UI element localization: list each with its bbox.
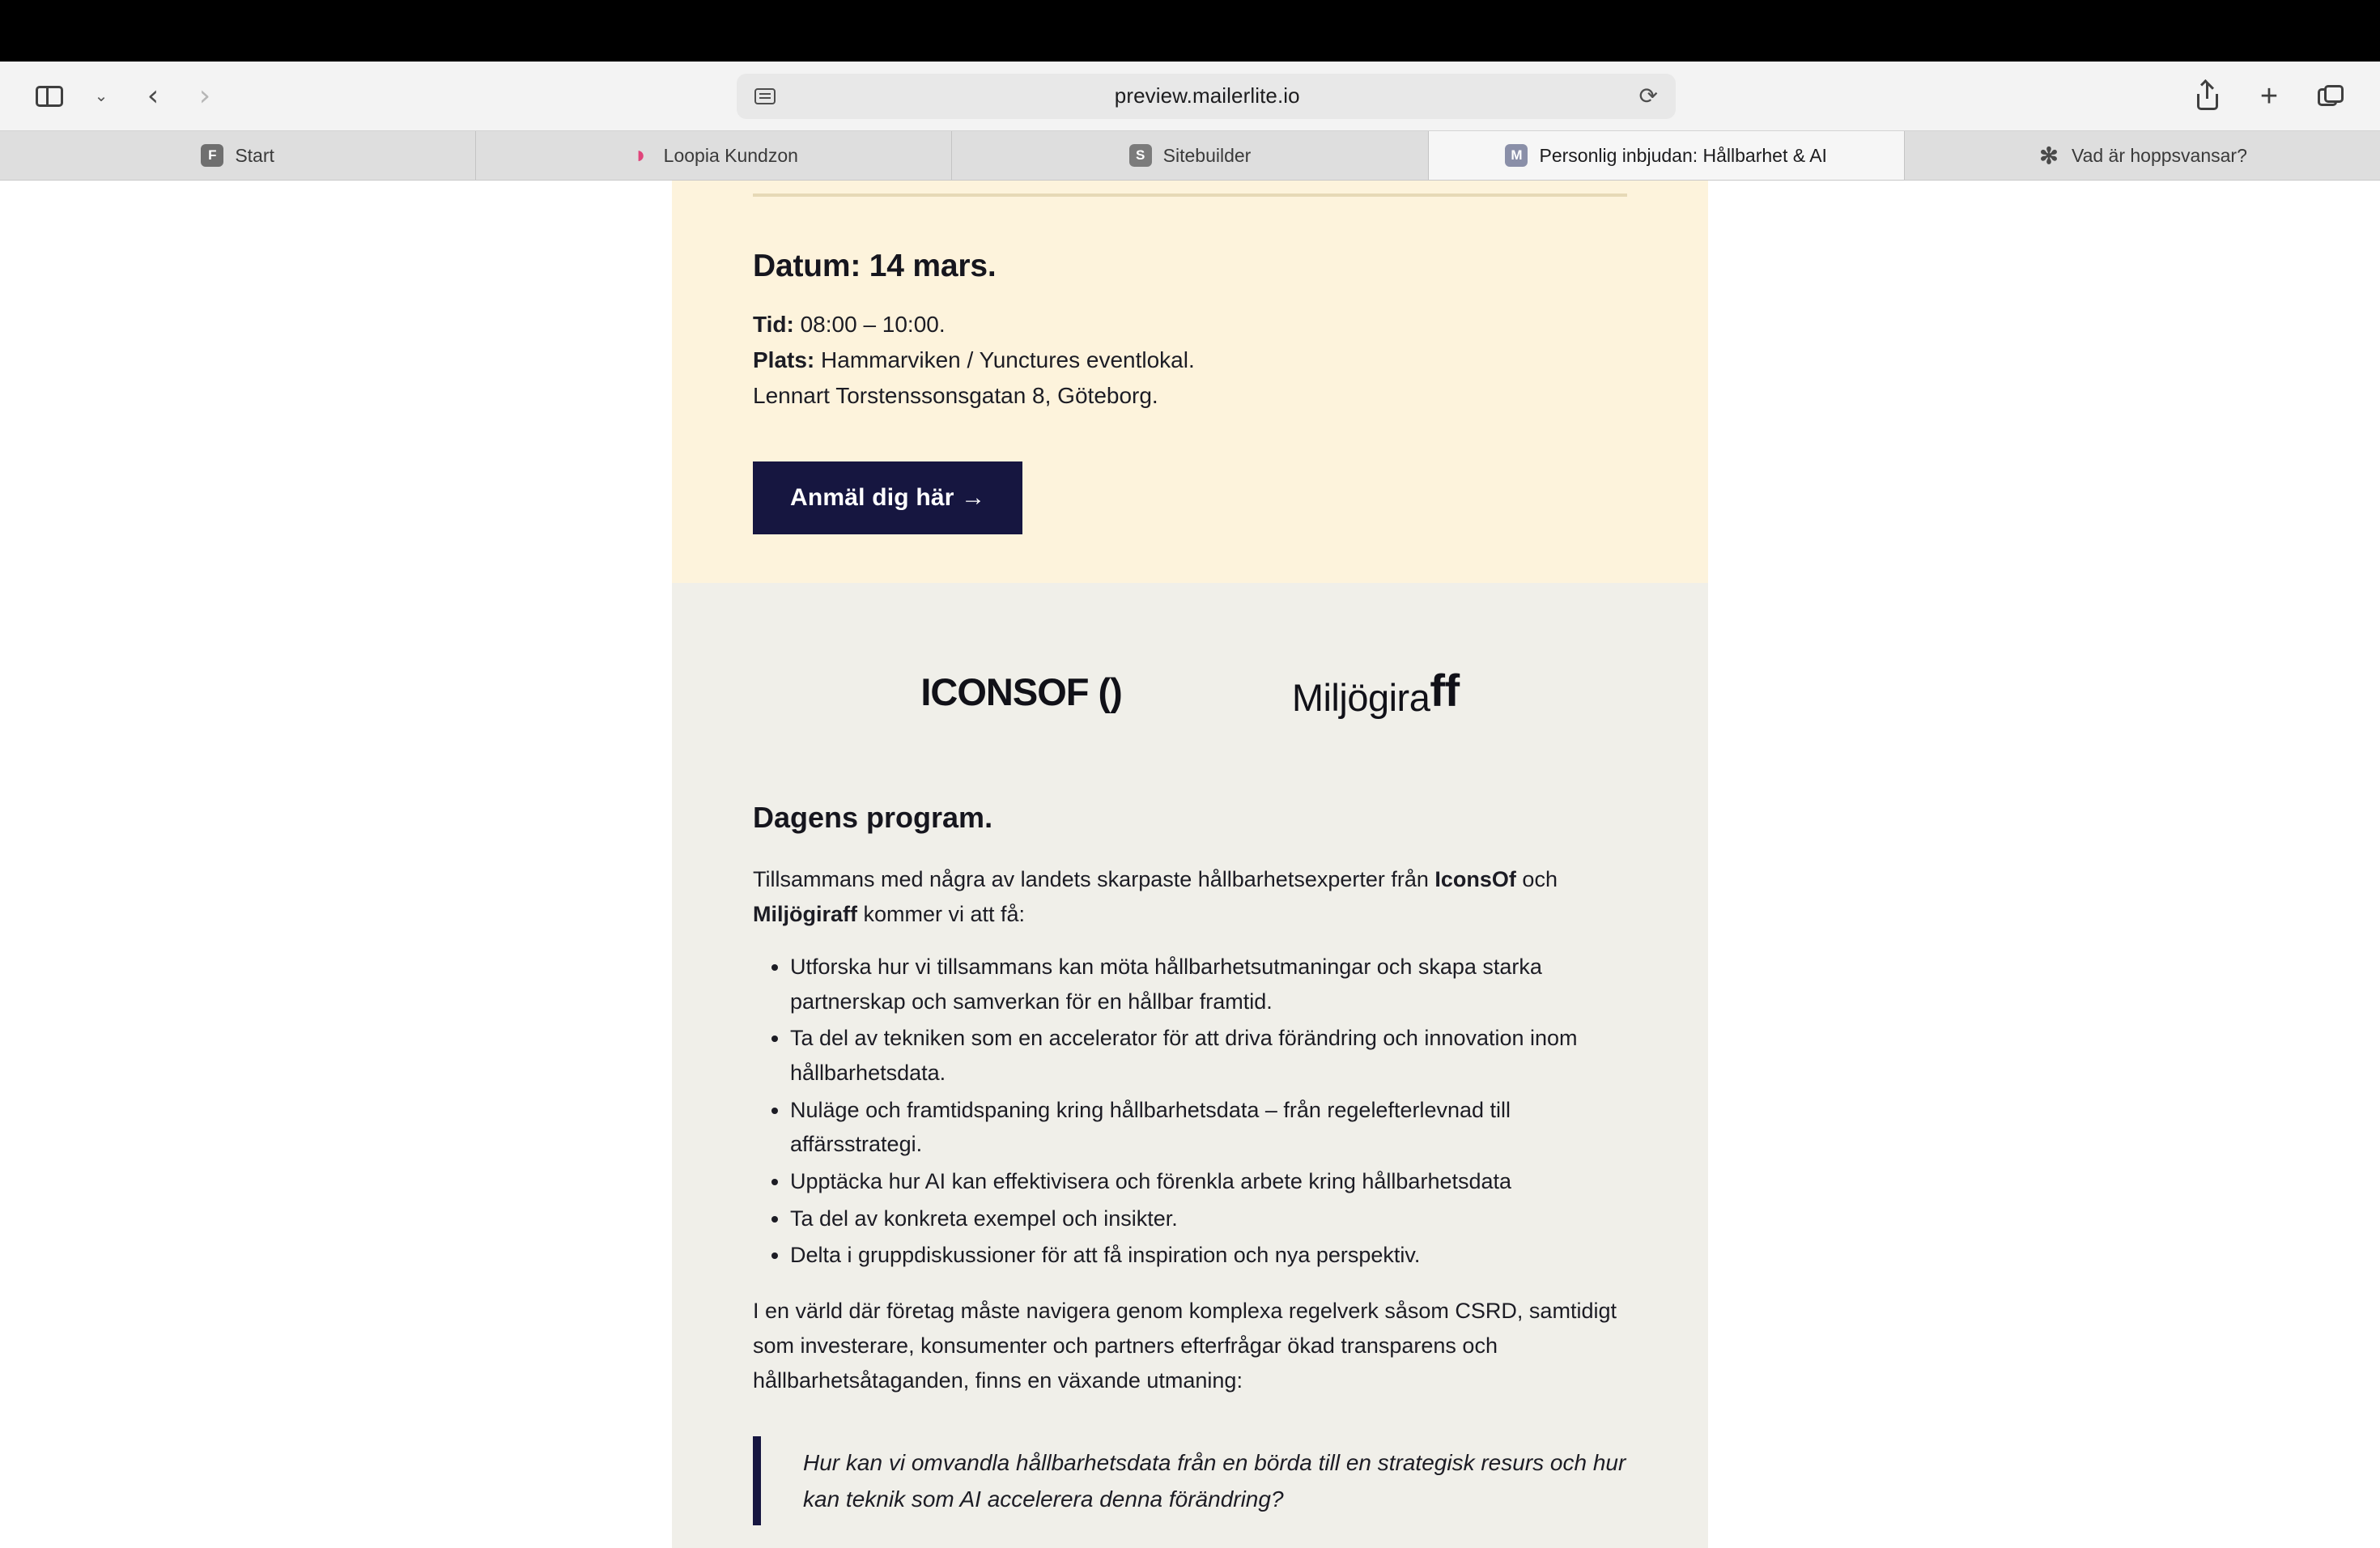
- tab-strip: [0, 131, 2380, 181]
- program-paragraph: I en värld där företag måste navigera genom komplexa regelverk såsom CSRD, samtidigt som investerare, konsumenter och partners efterfrågar ökad transparens och hållbarhetsåtaganden, finns en växande utmaning:: [753, 1298, 1617, 1393]
- list-item: • Upptäcka hur AI kan effektivisera och förenkla arbete kring hållbarhetsdata: [790, 1164, 1627, 1199]
- program-section: [672, 776, 1708, 1548]
- favicon-icon: ◗: [633, 142, 648, 168]
- toolbar-right-group: [2186, 74, 2352, 118]
- reload-icon[interactable]: ⟳: [1638, 83, 1658, 108]
- favicon-icon: F: [201, 144, 223, 167]
- program-intro-part1: Tillsammans med några av landets skarpaste hållbarhetsexperter från: [753, 866, 1435, 891]
- miljogiraff-logo-part2: ff: [1430, 664, 1460, 716]
- status-bar-black: [0, 0, 2380, 62]
- pull-quote-text: Hur kan vi omvandla hållbarhetsdata från en börda till en strategisk resurs och hur kan teknik som AI accelerera denna förändring?: [803, 1449, 1626, 1512]
- program-intro-bold1: IconsOf: [1434, 866, 1516, 891]
- tabs-icon: [2318, 85, 2344, 108]
- list-item: • Delta i gruppdiskussioner för att få inspiration och nya perspektiv.: [790, 1238, 1627, 1273]
- back-button[interactable]: [131, 74, 175, 118]
- register-button[interactable]: Anmäl dig här →: [753, 461, 1022, 534]
- share-icon: [2197, 83, 2218, 110]
- event-time-line: [753, 307, 1627, 342]
- program-intro-part3: kommer vi att få:: [857, 901, 1026, 926]
- page-viewport: [0, 181, 2380, 1548]
- url-text: preview.mailerlite.io: [1114, 83, 1300, 108]
- favicon-icon: ✻: [2039, 142, 2059, 168]
- plus-icon: +: [2259, 79, 2279, 113]
- tab-sitebuilder[interactable]: [952, 131, 1428, 180]
- event-place-line: [753, 342, 1627, 378]
- program-bullet-list: [753, 950, 1627, 1273]
- iconsof-logo: ICONSOF (): [920, 670, 1122, 713]
- favicon-icon: S: [1129, 144, 1152, 167]
- reader-view-icon[interactable]: [754, 88, 776, 104]
- sidebar-toggle-button[interactable]: [28, 74, 71, 118]
- miljogiraff-logo-part1: Miljögira: [1291, 675, 1430, 719]
- event-place-value: Hammarviken / Yunctures eventlokal.: [814, 347, 1195, 373]
- list-item: • Ta del av konkreta exempel och insikter.: [790, 1201, 1627, 1236]
- tab-label: Start: [235, 144, 274, 166]
- chevron-down-icon: ⌄: [94, 87, 108, 105]
- tab-personlig-inbjudan[interactable]: [1429, 131, 1905, 180]
- event-address-line: Lennart Torstenssonsgatan 8, Göteborg.: [753, 383, 1158, 409]
- event-details-section: [672, 200, 1708, 583]
- tab-label: Vad är hoppsvansar?: [2071, 144, 2247, 166]
- event-time-value: 08:00 – 10:00.: [793, 312, 946, 337]
- list-item: • Nuläge och framtidspaning kring hållbarhetsdata – från regelefterlevnad till affärsstrategi.: [790, 1093, 1627, 1162]
- program-intro-part2: och: [1515, 866, 1558, 891]
- event-place-label: Plats:: [753, 347, 815, 373]
- tab-label: Sitebuilder: [1162, 144, 1252, 166]
- tab-loopia-kundzon[interactable]: [476, 131, 952, 180]
- pull-quote: [753, 1436, 1627, 1526]
- chevron-right-icon: ›: [198, 79, 211, 113]
- share-button[interactable]: [2186, 74, 2229, 118]
- address-bar-wrapper: [227, 74, 2186, 119]
- forward-button[interactable]: [183, 74, 227, 118]
- list-item: • Ta del av tekniken som en accelerator för att driva förändring och innovation inom hållbarhetsdata.: [790, 1021, 1627, 1090]
- tab-label: Loopia Kundzon: [663, 144, 798, 166]
- tab-start[interactable]: [0, 131, 476, 180]
- event-time-label: Tid:: [753, 312, 794, 337]
- email-preview-body: [672, 181, 1708, 1548]
- event-date-heading: Datum: 14 mars.: [753, 249, 997, 283]
- partner-logos: [672, 583, 1708, 776]
- browser-toolbar: [0, 62, 2380, 131]
- program-heading: Dagens program.: [753, 800, 993, 834]
- tab-label: Personlig inbjudan: Hållbarhet & AI: [1539, 144, 1827, 166]
- list-item: • Utforska hur vi tillsammans kan möta hållbarhetsutmaningar och skapa starka partnerskap och samverkan för en hållbar framtid.: [790, 950, 1627, 1019]
- address-bar[interactable]: [737, 74, 1676, 119]
- tab-overview-button[interactable]: [2309, 74, 2352, 118]
- sidebar-dropdown-button[interactable]: [79, 74, 123, 118]
- program-intro-bold2: Miljögiraff: [753, 901, 857, 926]
- email-top-divider: [672, 181, 1708, 200]
- favicon-icon: M: [1505, 144, 1528, 167]
- sidebar-icon: [36, 86, 63, 107]
- chevron-left-icon: ‹: [147, 79, 159, 113]
- new-tab-button[interactable]: [2247, 74, 2291, 118]
- tab-vad-ar-hoppsvansar[interactable]: [1905, 131, 2380, 180]
- miljogiraff-logo: [1292, 664, 1460, 720]
- toolbar-left-group: [28, 74, 227, 118]
- program-intro: [753, 862, 1627, 932]
